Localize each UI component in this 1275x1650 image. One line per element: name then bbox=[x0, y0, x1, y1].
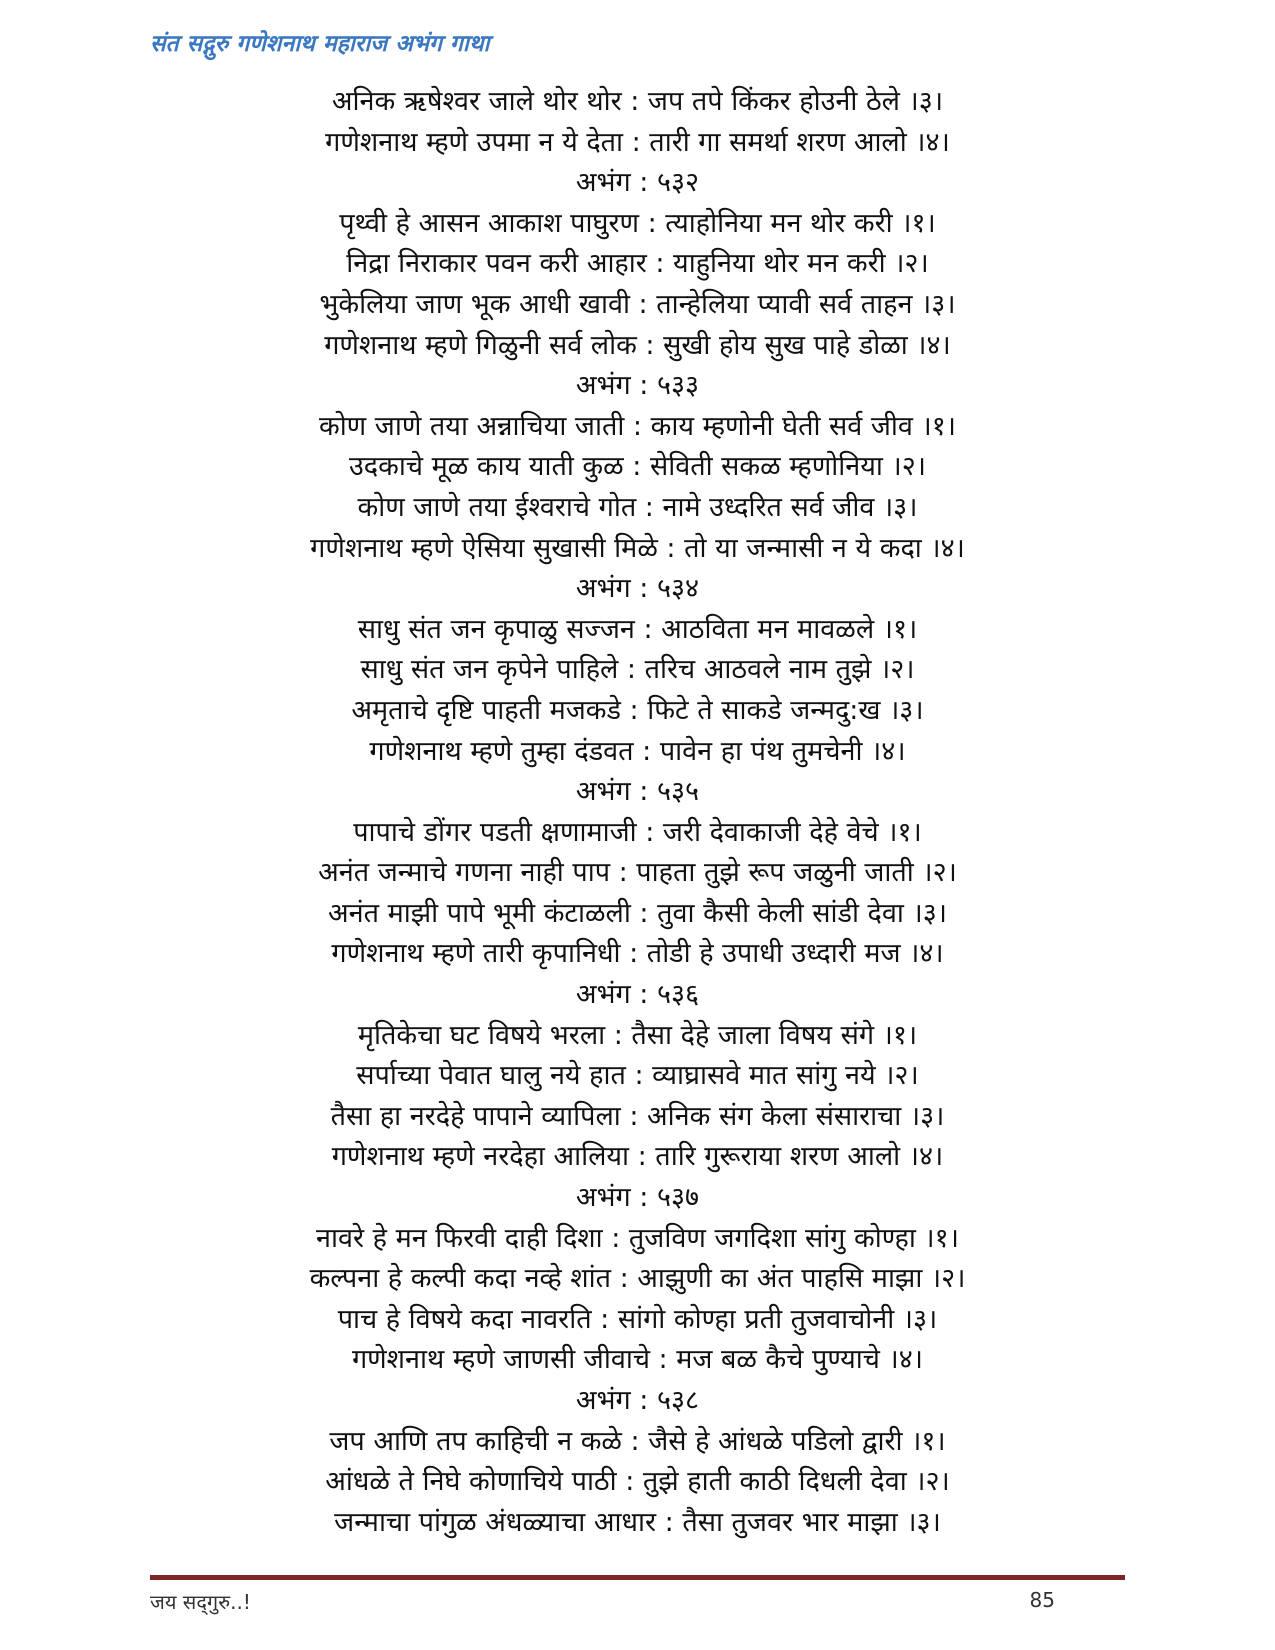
verse-line: अनंत जन्माचे गणना नाही पाप : पाहता तुझे रूप जळुनी जाती ।२। bbox=[318, 857, 957, 889]
verse-line: गणेशनाथ म्हणे गिळुनी सर्व लोक : सुखी होय सुख पाहे डोळा ।४। bbox=[324, 329, 951, 361]
verse-line: पापाचे डोंगर पडती क्षणामाजी : जरी देवाकाजी देहे वेचे ।१। bbox=[353, 816, 922, 848]
verse-line: गणेशनाथ म्हणे जाणसी जीवाचे : मज बळ कैचे पुण्याचे ।४। bbox=[351, 1344, 924, 1376]
verse-line: साधु संत जन कृपेने पाहिले : तरिच आठवले नाम तुझे ।२। bbox=[360, 654, 915, 686]
footer-divider bbox=[150, 1575, 1125, 1580]
verse-line: निद्रा निराकार पवन करी आहार : याहुनिया थोर मन करी ।२। bbox=[346, 248, 929, 280]
verse-line: पृथ्वी हे आसन आकाश पाघुरण : त्याहोनिया मन थोर करी ।१। bbox=[339, 207, 936, 239]
footer-text: जय सद्‌गुरु..! bbox=[150, 1590, 251, 1614]
verse-line: जप आणि तप काहिची न कळे : जैसे हे आंधळे पडिलो द्वारी ।१। bbox=[329, 1425, 946, 1457]
verse-line: आंधळे ते निघे कोणाचिये पाठी : तुझे हाती काठी दिधली देवा ।२। bbox=[325, 1466, 950, 1498]
verse-line: जन्माचा पांगुळ अंधळ्याचा आधार : तैसा तुजवर भार माझा ।३। bbox=[334, 1506, 941, 1538]
verse-line: अनंत माझी पापे भूमी कंटाळली : तुवा कैसी केली सांडी देवा ।३। bbox=[328, 897, 947, 929]
verse-line: कोण जाणे तया अन्नाचिया जाती : काय म्हणोनी घेती सर्व जीव ।१। bbox=[318, 410, 957, 442]
abhang-heading: अभंग : ५३३ bbox=[575, 370, 700, 402]
verse-line: भुकेलिया जाण भूक आधी खावी : तान्हेलिया प्यावी सर्व ताहन ।३। bbox=[319, 288, 956, 320]
verse-line: गणेशनाथ म्हणे ऐसिया सुखासी मिळे : तो या जन्मासी न ये कदा ।४। bbox=[310, 532, 965, 564]
verse-line: सर्पाच्या पेवात घालु नये हात : व्याघ्रासवे मात सांगु नये ।२। bbox=[356, 1060, 919, 1092]
abhang-heading: अभंग : ५३८ bbox=[575, 1385, 700, 1416]
verse-body bbox=[150, 82, 1125, 1543]
page-number: 85 bbox=[1029, 1588, 1055, 1612]
abhang-heading: अभंग : ५३५ bbox=[575, 776, 700, 808]
verse-line: गणेशनाथ म्हणे तारी कृपानिधी : तोडी हे उपाधी उध्दारी मज ।४। bbox=[331, 938, 944, 970]
verse-line: तैसा हा नरदेहे पापाने व्यापिला : अनिक संग केला संसाराचा ।३। bbox=[330, 1100, 945, 1132]
abhang-heading: अभंग : ५३६ bbox=[575, 979, 700, 1011]
verse-line: उदकाचे मूळ काय याती कुळ : सेविती सकळ म्हणोनिया ।२। bbox=[349, 451, 926, 483]
abhang-heading: अभंग : ५३२ bbox=[575, 167, 700, 199]
verse-line: अनिक ऋषेश्वर जाले थोर थोर : जप तपे किंकर होउनी ठेले ।३। bbox=[331, 86, 944, 117]
verse-line: गणेशनाथ म्हणे उपमा न ये देता : तारी गा समर्था शरण आलो ।४। bbox=[325, 126, 950, 158]
abhang-heading: अभंग : ५३४ bbox=[575, 573, 700, 605]
verse-line: पाच हे विषये कदा नावरति : सांगो कोण्हा प्रती तुजवाचोनी ।३। bbox=[337, 1303, 938, 1335]
verse-line: गणेशनाथ म्हणे नरदेहा आलिया : तारि गुरूराया शरण आलो ।४। bbox=[331, 1141, 944, 1173]
abhang-heading: अभंग : ५३७ bbox=[575, 1182, 700, 1214]
verse-line: गणेशनाथ म्हणे तुम्हा दंडवत : पावेन हा पंथ तुमचेनी ।४। bbox=[369, 735, 906, 767]
verse-line: कोण जाणे तया ईश्वराचे गोत : नामे उध्दरित सर्व जीव ।३। bbox=[357, 491, 918, 523]
verse-line: मृतिकेचा घट विषये भरला : तैसा देहे जाला विषय संगे ।१। bbox=[357, 1019, 918, 1051]
verse-line: साधु संत जन कृपाळु सज्जन : आठविता मन मावळले ।१। bbox=[357, 613, 918, 645]
page-header-title: संत सद्गुरु गणेशनाथ महाराज अभंग गाथा bbox=[150, 31, 490, 57]
verse-line: कल्पना हे कल्पी कदा नव्हे शांत : आझुणी का अंत पाहसि माझा ।२। bbox=[309, 1263, 966, 1295]
verse-line: अमृताचे दृष्टि पाहती मजकडे : फिटे ते साकडे जन्मदु:ख ।३। bbox=[351, 694, 924, 726]
verse-line: नावरे हे मन फिरवी दाही दिशा : तुजविण जगदिशा सांगु कोण्हा ।१। bbox=[316, 1222, 959, 1254]
